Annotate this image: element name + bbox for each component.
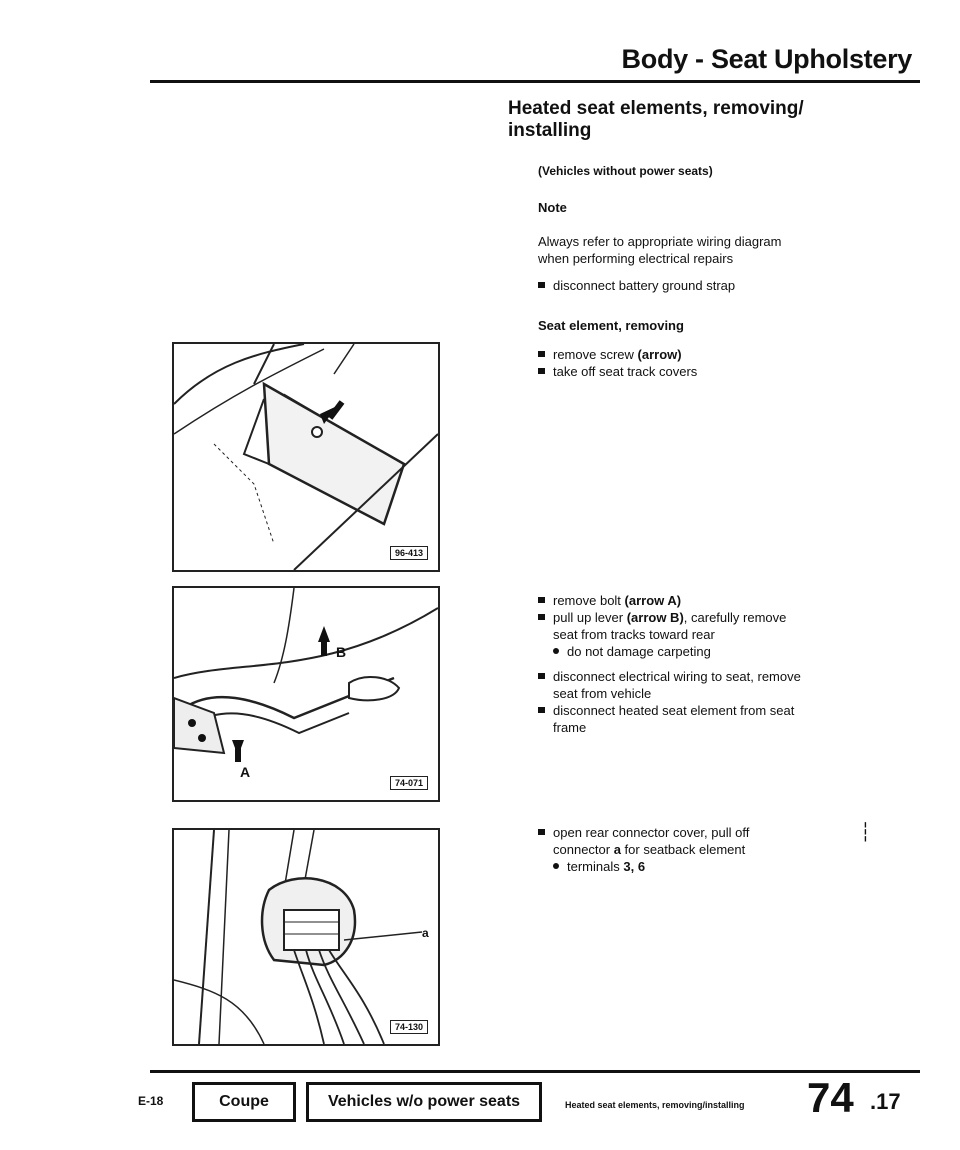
step-disconnect-wiring: disconnect electrical wiring to seat, remove: [538, 668, 888, 685]
margin-mark: ┆: [860, 822, 871, 842]
section-title-line1: Heated seat elements, removing/: [508, 98, 804, 119]
bullet-icon: [538, 829, 545, 835]
figure-seat-lever: [172, 586, 440, 802]
page-number-major: 74: [807, 1074, 854, 1121]
figure-code: 74-130: [390, 1020, 428, 1034]
seat-steps: [538, 592, 888, 736]
note-label: Note: [538, 200, 567, 215]
step-pull-lever: pull up lever (arrow B), carefully remove: [538, 609, 888, 626]
label-b: B: [336, 644, 347, 660]
step-terminals: terminals 3, 6: [538, 858, 888, 875]
note-text: [538, 233, 878, 294]
step-disconnect-element: disconnect heated seat element from seat: [538, 702, 888, 719]
page-number-minor: .17: [870, 1089, 901, 1114]
dot-icon: [553, 648, 559, 654]
footer-rule: [150, 1070, 920, 1073]
footer-tag-coupe: Coupe: [192, 1082, 296, 1122]
step-battery: disconnect battery ground strap: [538, 277, 878, 294]
figure-code: 96-413: [390, 546, 428, 560]
page-title: Body - Seat Upholstery: [621, 44, 912, 74]
header-rule: [150, 80, 920, 83]
bullet-icon: [538, 673, 545, 679]
step-open-connector-line2: connector a for seatback element: [553, 842, 746, 857]
step-take-off-covers: take off seat track covers: [538, 363, 878, 380]
seat-track-illustration: [174, 344, 438, 570]
footer-caption: Heated seat elements, removing/installing: [565, 1100, 745, 1110]
figure-seat-track-cover: [172, 342, 440, 572]
step-pull-lever-line2: seat from tracks toward rear: [553, 627, 715, 642]
rear-connector-illustration: [174, 830, 438, 1044]
section-title-line2: installing: [508, 120, 592, 141]
seat-lever-illustration: [174, 588, 438, 800]
section-title: [508, 98, 868, 142]
removing-steps: [538, 346, 878, 380]
step-remove-bolt: remove bolt (arrow A): [538, 592, 888, 609]
label-a: A: [240, 764, 251, 780]
bullet-icon: [538, 707, 545, 713]
bullet-icon: [538, 597, 545, 603]
step-disconnect-element-line2: frame: [553, 720, 587, 735]
bullet-icon: [538, 614, 545, 620]
section-subtitle: (Vehicles without power seats): [538, 164, 713, 178]
connector-steps: [538, 824, 888, 875]
figure-code: 74-071: [390, 776, 428, 790]
bullet-icon: [538, 282, 545, 288]
bullet-icon: [538, 368, 545, 374]
label-a-lower: a: [422, 926, 429, 940]
step-remove-screw: remove screw (arrow): [538, 346, 878, 363]
step-open-connector: open rear connector cover, pull off: [538, 824, 888, 841]
footer-tag-vehicles: Vehicles w/o power seats: [306, 1082, 542, 1122]
dot-icon: [553, 863, 559, 869]
figure-rear-connector: [172, 828, 440, 1046]
step-disconnect-wiring-line2: seat from vehicle: [553, 686, 652, 701]
note-line1: Always refer to appropriate wiring diagram: [538, 234, 782, 249]
note-line2: when performing electrical repairs: [538, 251, 734, 266]
bullet-icon: [538, 351, 545, 357]
step-pull-lever-sub: do not damage carpeting: [538, 643, 888, 660]
footer-code: E-18: [138, 1094, 164, 1108]
removing-heading: Seat element, removing: [538, 318, 684, 333]
